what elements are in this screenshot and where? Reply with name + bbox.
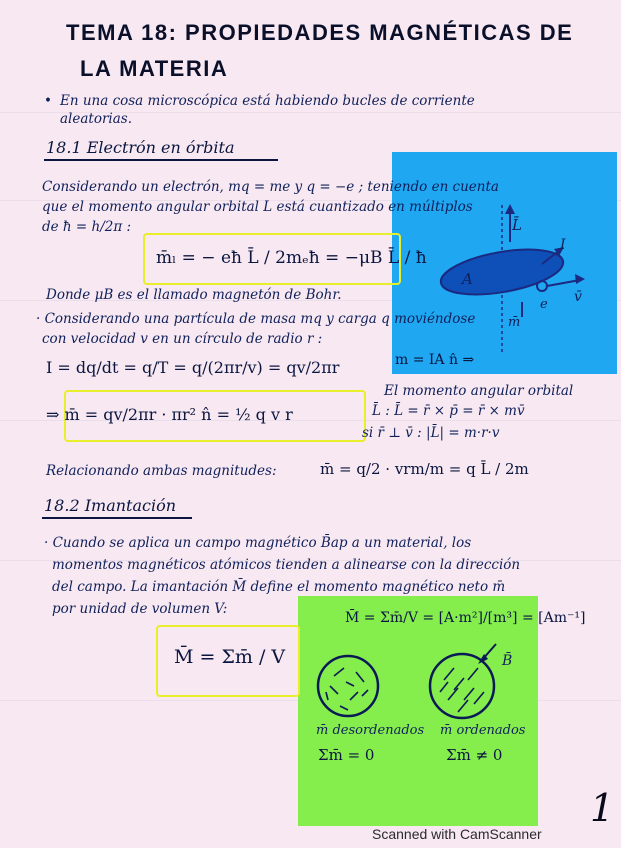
s1-p1-line2: que el momento angular orbital L está cuantizado en múltiplos bbox=[42, 199, 473, 215]
s2-p1-line2: momentos magnéticos atómicos tienden a alinearse con la dirección bbox=[52, 557, 521, 573]
page-title-line1: TEMA 18: PROPIEDADES MAGNÉTICAS DE bbox=[66, 20, 574, 45]
moment-equation: ⇒ m̄ = qv/2πr · πr² n̂ = ½ q v r bbox=[46, 405, 293, 424]
s2-p1-line4: por unidad de volumen V: bbox=[52, 601, 228, 617]
magnetization-equation: M̄ = Σm̄ / V bbox=[174, 646, 286, 668]
diagram-label-v: v̄ bbox=[574, 289, 582, 305]
angular-line1: El momento angular orbital bbox=[384, 383, 574, 399]
domains-diagram bbox=[298, 596, 538, 826]
diagram-label-A: A bbox=[462, 270, 473, 288]
angular-line3: si r̄ ⊥ v̄ : |L̄| = m·r·v bbox=[362, 425, 500, 441]
intro-line2: aleatorias. bbox=[60, 111, 132, 127]
section1-underline bbox=[44, 159, 278, 161]
units-equation: M̄ = Σm̄/V = [A·m²]/[m³] = [Am⁻¹] bbox=[345, 610, 586, 626]
current-equation: I = dq/dt = q/T = q/(2πr/v) = qv/2πr bbox=[46, 358, 340, 377]
angular-line2: L̄ : L̄ = r̄ × p̄ = r̄ × mv̄ bbox=[372, 403, 525, 419]
diagram-label-m: m̄ bbox=[508, 315, 521, 330]
relation-equation: m̄ = q/2 · vrm/m = q L̄ / 2m bbox=[320, 460, 529, 478]
intro-line1: En una cosa microscópica está habiendo bucles de corriente bbox=[60, 93, 475, 109]
section2-underline bbox=[42, 517, 192, 519]
s2-p1-line1: · Cuando se aplica un campo magnético B̄ap a un material, los bbox=[44, 535, 472, 551]
s2-p1-line3: del campo. La imantación M̄ define el momento magnético neto m̄ bbox=[52, 579, 506, 595]
disordered-sum: Σm̄ = 0 bbox=[318, 746, 375, 764]
s1-p3-line1: · Considerando una partícula de masa mq y carga q moviéndose bbox=[36, 311, 476, 327]
page-number: 1 bbox=[590, 786, 615, 830]
s1-p1-line1: Considerando un electrón, mq = me y q = −e ; teniendo en cuenta bbox=[42, 179, 499, 195]
ordered-sum: Σm̄ ≠ 0 bbox=[446, 746, 503, 764]
magneton-equation: m̄ₗ = − eħ L̄ / 2mₑħ = −μB L̄ / ħ bbox=[156, 248, 427, 268]
intro-bullet: • bbox=[44, 93, 52, 109]
diagram-label-I: I bbox=[560, 237, 566, 253]
diagram-label-L: L̄ bbox=[512, 216, 522, 234]
magnetization-note bbox=[298, 596, 538, 826]
section2-heading: 18.2 Imantación bbox=[44, 496, 177, 515]
s1-p1-line3: de ħ = h/2π : bbox=[42, 219, 132, 235]
field-b-label: B̄ bbox=[502, 653, 513, 669]
ordered-label: m̄ ordenados bbox=[440, 723, 526, 738]
s1-p2: Donde μB es el llamado magnetón de Bohr. bbox=[46, 287, 342, 303]
page-title-line2: LA MATERIA bbox=[80, 56, 229, 81]
moment-definition: m = IA n̂ ⇒ bbox=[395, 352, 475, 368]
section1-heading: 18.1 Electrón en órbita bbox=[46, 138, 235, 157]
scanner-watermark: Scanned with CamScanner bbox=[372, 826, 542, 842]
diagram-label-e: e bbox=[540, 297, 548, 312]
s1-p3-line2: con velocidad v en un círculo de radio r : bbox=[42, 331, 323, 347]
disordered-label: m̄ desordenados bbox=[316, 723, 425, 738]
relation-label: Relacionando ambas magnitudes: bbox=[46, 463, 277, 479]
